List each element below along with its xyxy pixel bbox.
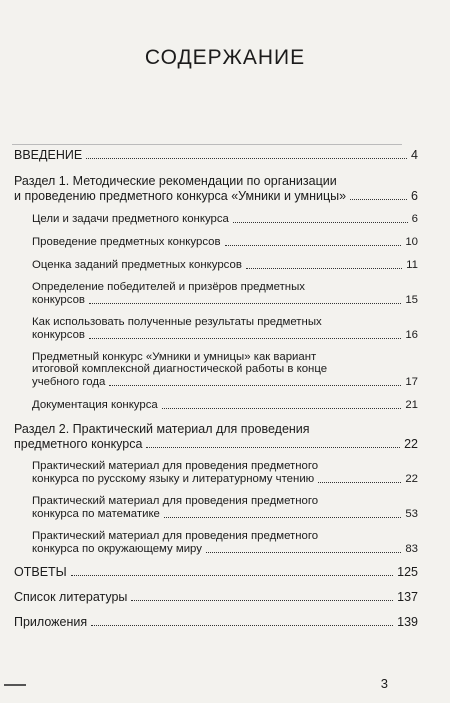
toc-entry-label-line: конкурсов bbox=[32, 329, 85, 341]
toc-subentry[interactable] bbox=[14, 460, 418, 487]
dot-leader bbox=[318, 482, 401, 483]
toc-entry-label: Проведение предметных конкурсов bbox=[32, 236, 221, 248]
page-number: 3 bbox=[380, 676, 388, 691]
toc-entry-page: 137 bbox=[397, 590, 418, 604]
dot-leader bbox=[233, 222, 408, 223]
toc-entry-label-line: Практический материал для проведения предметного bbox=[32, 460, 319, 472]
toc-entry-page: 16 bbox=[405, 329, 418, 341]
toc-entry-page: 22 bbox=[404, 437, 418, 451]
toc-subentry[interactable] bbox=[14, 212, 418, 227]
dot-leader bbox=[71, 575, 393, 576]
toc-entry-page: 125 bbox=[397, 565, 418, 579]
toc-entry-label-line: Практический материал для проведения предметного bbox=[32, 530, 319, 542]
toc-entry-page: 17 bbox=[405, 376, 418, 388]
toc-entry-intro[interactable] bbox=[14, 148, 418, 163]
table-of-contents bbox=[14, 148, 418, 638]
toc-entry-label-line: конкурса по математике bbox=[32, 508, 160, 520]
dot-leader bbox=[89, 338, 401, 339]
page-title: СОДЕРЖАНИЕ bbox=[144, 46, 306, 70]
corner-mark bbox=[4, 684, 26, 686]
toc-entry-label-line: Раздел 2. Практический материал для проведения bbox=[14, 422, 310, 436]
dot-leader bbox=[225, 245, 402, 246]
dot-leader bbox=[131, 600, 393, 601]
toc-entry-label: ОТВЕТЫ bbox=[14, 565, 67, 579]
toc-entry-page: 53 bbox=[405, 508, 418, 520]
dot-leader bbox=[146, 447, 400, 448]
toc-entry-page: 10 bbox=[405, 236, 418, 248]
toc-subentry[interactable] bbox=[14, 235, 418, 250]
toc-entry-label-line: Раздел 1. Методические рекомендации по организации bbox=[14, 174, 337, 188]
toc-entry-label: Список литературы bbox=[14, 590, 128, 604]
dot-leader bbox=[162, 408, 402, 409]
dot-leader bbox=[91, 625, 393, 626]
toc-entry-literature[interactable] bbox=[14, 590, 418, 605]
toc-subentry[interactable] bbox=[14, 495, 418, 522]
dot-leader bbox=[86, 158, 407, 159]
toc-entry-label: Приложения bbox=[14, 615, 88, 629]
toc-subentry[interactable] bbox=[14, 398, 418, 413]
toc-subentry[interactable] bbox=[14, 351, 418, 390]
toc-entry-label: Оценка заданий предметных конкурсов bbox=[32, 259, 242, 271]
dot-leader bbox=[206, 552, 401, 553]
toc-entry-page: 139 bbox=[397, 615, 418, 629]
toc-entry-label-line: Как использовать полученные результаты предметных bbox=[32, 316, 322, 328]
toc-entry-appendix[interactable] bbox=[14, 615, 418, 630]
toc-entry-page: 6 bbox=[411, 213, 418, 225]
toc-entry-label-line: учебного года bbox=[32, 376, 106, 388]
dot-leader bbox=[350, 199, 407, 200]
dot-leader bbox=[89, 303, 401, 304]
toc-entry-page: 21 bbox=[405, 399, 418, 411]
toc-entry-page: 15 bbox=[405, 294, 418, 306]
toc-entry-page: 11 bbox=[406, 259, 418, 271]
toc-entry-label-line: конкурса по окружающему миру bbox=[32, 543, 202, 555]
toc-entry-page: 6 bbox=[411, 189, 418, 203]
toc-entry-label-line: конкурсов bbox=[32, 294, 85, 306]
toc-entry-label-line: Предметный конкурс «Умники и умницы» как вариант bbox=[32, 351, 317, 363]
dot-leader bbox=[246, 268, 402, 269]
toc-entry-label: Цели и задачи предметного конкурса bbox=[32, 213, 229, 225]
toc-subentry[interactable] bbox=[14, 316, 418, 343]
toc-entry-label: ВВЕДЕНИЕ bbox=[14, 148, 83, 162]
toc-subentry[interactable] bbox=[14, 530, 418, 557]
toc-entry-page: 83 bbox=[405, 543, 418, 555]
toc-subentry[interactable] bbox=[14, 281, 418, 308]
toc-entry-page: 4 bbox=[411, 148, 418, 162]
toc-entry-label-line: и проведению предметного конкурса «Умники и умницы» bbox=[14, 189, 347, 203]
toc-entry-section-2[interactable] bbox=[14, 421, 418, 452]
dot-leader bbox=[164, 517, 401, 518]
toc-entry-page: 22 bbox=[405, 473, 418, 485]
toc-entry-label-line: конкурса по русскому языку и литературному чтению bbox=[32, 473, 315, 485]
dot-leader bbox=[109, 385, 401, 386]
toc-entry-label-line: Определение победителей и призёров предметных bbox=[32, 281, 305, 293]
toc-entry-label-line: Практический материал для проведения предметного bbox=[32, 495, 319, 507]
toc-subentry[interactable] bbox=[14, 258, 418, 273]
toc-entry-answers[interactable] bbox=[14, 565, 418, 580]
toc-entry-label-line: итоговой комплексной диагностической работы в конце bbox=[32, 363, 328, 375]
divider bbox=[12, 144, 402, 145]
toc-entry-section-1[interactable] bbox=[14, 173, 418, 204]
toc-entry-label: Документация конкурса bbox=[32, 399, 158, 411]
toc-entry-label-line: предметного конкурса bbox=[14, 437, 143, 451]
